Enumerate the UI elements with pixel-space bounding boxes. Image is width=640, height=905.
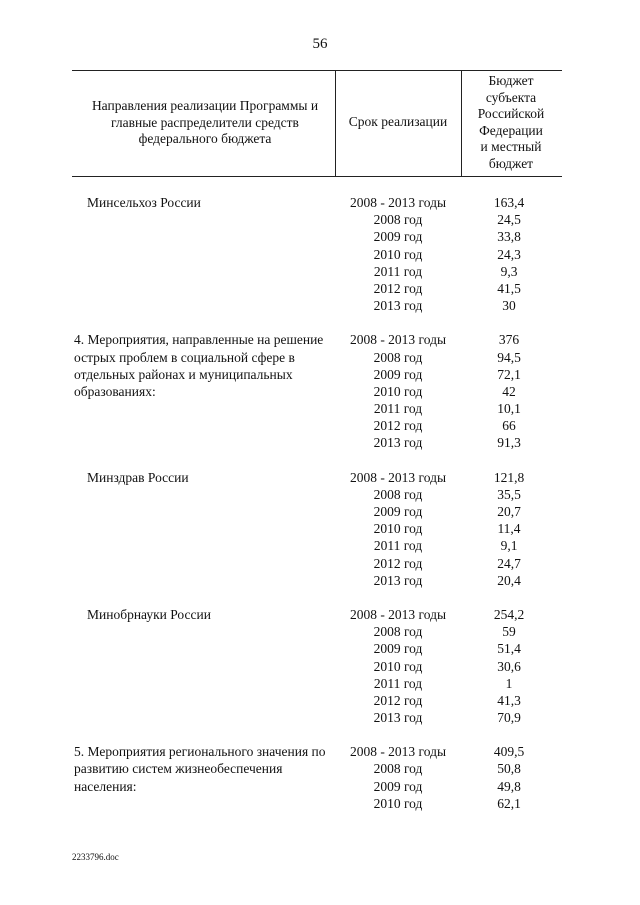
table-row	[0, 400, 640, 417]
table-row	[0, 658, 640, 675]
value-cell: 376	[498, 332, 520, 348]
direction-label: Минздрав России	[87, 469, 189, 485]
period-cell: 2011 год	[373, 538, 423, 554]
table-block	[0, 469, 640, 589]
period-cell: 2012 год	[373, 418, 423, 434]
value-cell: 35,5	[497, 486, 521, 502]
period-cell: 2013 год	[373, 435, 423, 451]
table-row	[0, 349, 640, 366]
value-cell: 91,3	[497, 435, 521, 451]
table-row	[0, 297, 640, 314]
period-cell: 2008 - 2013 годы	[349, 469, 447, 485]
header-period: Срок реализации	[348, 114, 448, 129]
table-row	[0, 572, 640, 589]
value-cell: 70,9	[497, 710, 521, 726]
table-row	[0, 469, 640, 486]
page-number: 56	[312, 36, 328, 52]
value-cell: 254,2	[493, 606, 525, 622]
period-cell: 2010 год	[373, 246, 423, 262]
period-cell: 2010 год	[373, 521, 423, 537]
value-cell: 10,1	[497, 401, 521, 417]
header-top-rule	[72, 70, 562, 71]
period-cell: 2010 год	[373, 383, 423, 399]
period-cell: 2008 - 2013 годы	[349, 332, 447, 348]
period-cell: 2008 год	[373, 624, 423, 640]
value-cell: 24,7	[497, 555, 521, 571]
value-cell: 62,1	[497, 795, 521, 811]
table-row	[0, 263, 640, 280]
header-budget: Бюджет субъекта Российской Федерации и местный бюджет	[477, 73, 545, 171]
value-cell: 30	[502, 298, 516, 314]
table-row	[0, 692, 640, 709]
period-cell: 2010 год	[373, 658, 423, 674]
value-cell: 20,4	[497, 572, 521, 588]
table-row	[0, 280, 640, 297]
value-cell: 24,3	[497, 246, 521, 262]
table-row	[0, 623, 640, 640]
table-block	[0, 331, 640, 451]
period-cell: 2012 год	[373, 692, 423, 708]
value-cell: 41,3	[497, 692, 521, 708]
table-row	[0, 795, 640, 812]
value-cell: 11,4	[497, 521, 521, 537]
period-cell: 2013 год	[373, 298, 423, 314]
period-cell: 2009 год	[373, 778, 423, 794]
table-row	[0, 246, 640, 263]
table-row	[0, 743, 640, 760]
period-cell: 2011 год	[373, 675, 423, 691]
period-cell: 2008 год	[373, 349, 423, 365]
period-cell: 2008 год	[373, 212, 423, 228]
period-cell: 2008 - 2013 годы	[349, 744, 447, 760]
table-row	[0, 606, 640, 623]
value-cell: 66	[502, 418, 516, 434]
header-directions: Направления реализации Программы и главные распределители средств федерального бюджета	[91, 98, 319, 146]
period-cell: 2012 год	[373, 555, 423, 571]
period-cell: 2010 год	[373, 795, 423, 811]
table-row	[0, 486, 640, 503]
table-row	[0, 555, 640, 572]
table-row	[0, 778, 640, 795]
period-cell: 2008 год	[373, 761, 423, 777]
table-row	[0, 520, 640, 537]
period-cell: 2008 год	[373, 486, 423, 502]
direction-label: 4. Мероприятия, направленные на решение острых проблем в социальной сфере в отдельных районах и муниципальных образованиях:	[74, 332, 324, 399]
period-cell: 2013 год	[373, 710, 423, 726]
table-row	[0, 194, 640, 211]
value-cell: 41,5	[497, 280, 521, 296]
period-cell: 2013 год	[373, 572, 423, 588]
value-cell: 42	[502, 383, 516, 399]
period-cell: 2012 год	[373, 280, 423, 296]
period-cell: 2011 год	[373, 263, 423, 279]
header-col-divider-2	[461, 70, 462, 177]
direction-label: Минобрнауки России	[87, 606, 211, 622]
value-cell: 59	[502, 624, 516, 640]
doc-filename: 2233796.doc	[72, 852, 119, 862]
header-bottom-rule	[72, 176, 562, 177]
value-cell: 49,8	[497, 778, 521, 794]
value-cell: 163,4	[493, 195, 525, 210]
header-col-divider-1	[335, 70, 336, 177]
table-row	[0, 366, 640, 383]
value-cell: 94,5	[497, 349, 521, 365]
direction-label: 5. Мероприятия регионального значения по развитию систем жизнеобеспечения населения:	[74, 744, 326, 794]
table-block	[0, 606, 640, 726]
period-cell: 2009 год	[373, 229, 423, 245]
period-cell: 2008 - 2013 годы	[349, 606, 447, 622]
period-cell: 2008 - 2013 годы	[349, 195, 447, 210]
table-row	[0, 709, 640, 726]
table-row	[0, 228, 640, 245]
table-row	[0, 331, 640, 348]
period-cell: 2009 год	[373, 641, 423, 657]
table-body	[0, 194, 640, 829]
table-row	[0, 675, 640, 692]
table-row	[0, 211, 640, 228]
table-row	[0, 503, 640, 520]
value-cell: 409,5	[493, 744, 525, 760]
value-cell: 121,8	[493, 469, 525, 485]
value-cell: 9,3	[500, 263, 518, 279]
value-cell: 20,7	[497, 504, 521, 519]
period-cell: 2009 год	[373, 504, 423, 519]
value-cell: 50,8	[497, 761, 521, 777]
table-block	[0, 194, 640, 314]
value-cell: 51,4	[497, 641, 521, 657]
table-row	[0, 383, 640, 400]
value-cell: 1	[505, 675, 513, 691]
table-row	[0, 640, 640, 657]
value-cell: 24,5	[497, 212, 521, 228]
table-row	[0, 537, 640, 554]
table-block	[0, 743, 640, 812]
table-row	[0, 760, 640, 777]
period-cell: 2009 год	[373, 366, 423, 382]
value-cell: 30,6	[497, 658, 521, 674]
value-cell: 72,1	[497, 366, 521, 382]
period-cell: 2011 год	[373, 401, 423, 417]
direction-label: Минсельхоз России	[87, 195, 201, 210]
table-row	[0, 417, 640, 434]
value-cell: 33,8	[497, 229, 521, 245]
table-row	[0, 434, 640, 451]
value-cell: 9,1	[500, 538, 518, 554]
